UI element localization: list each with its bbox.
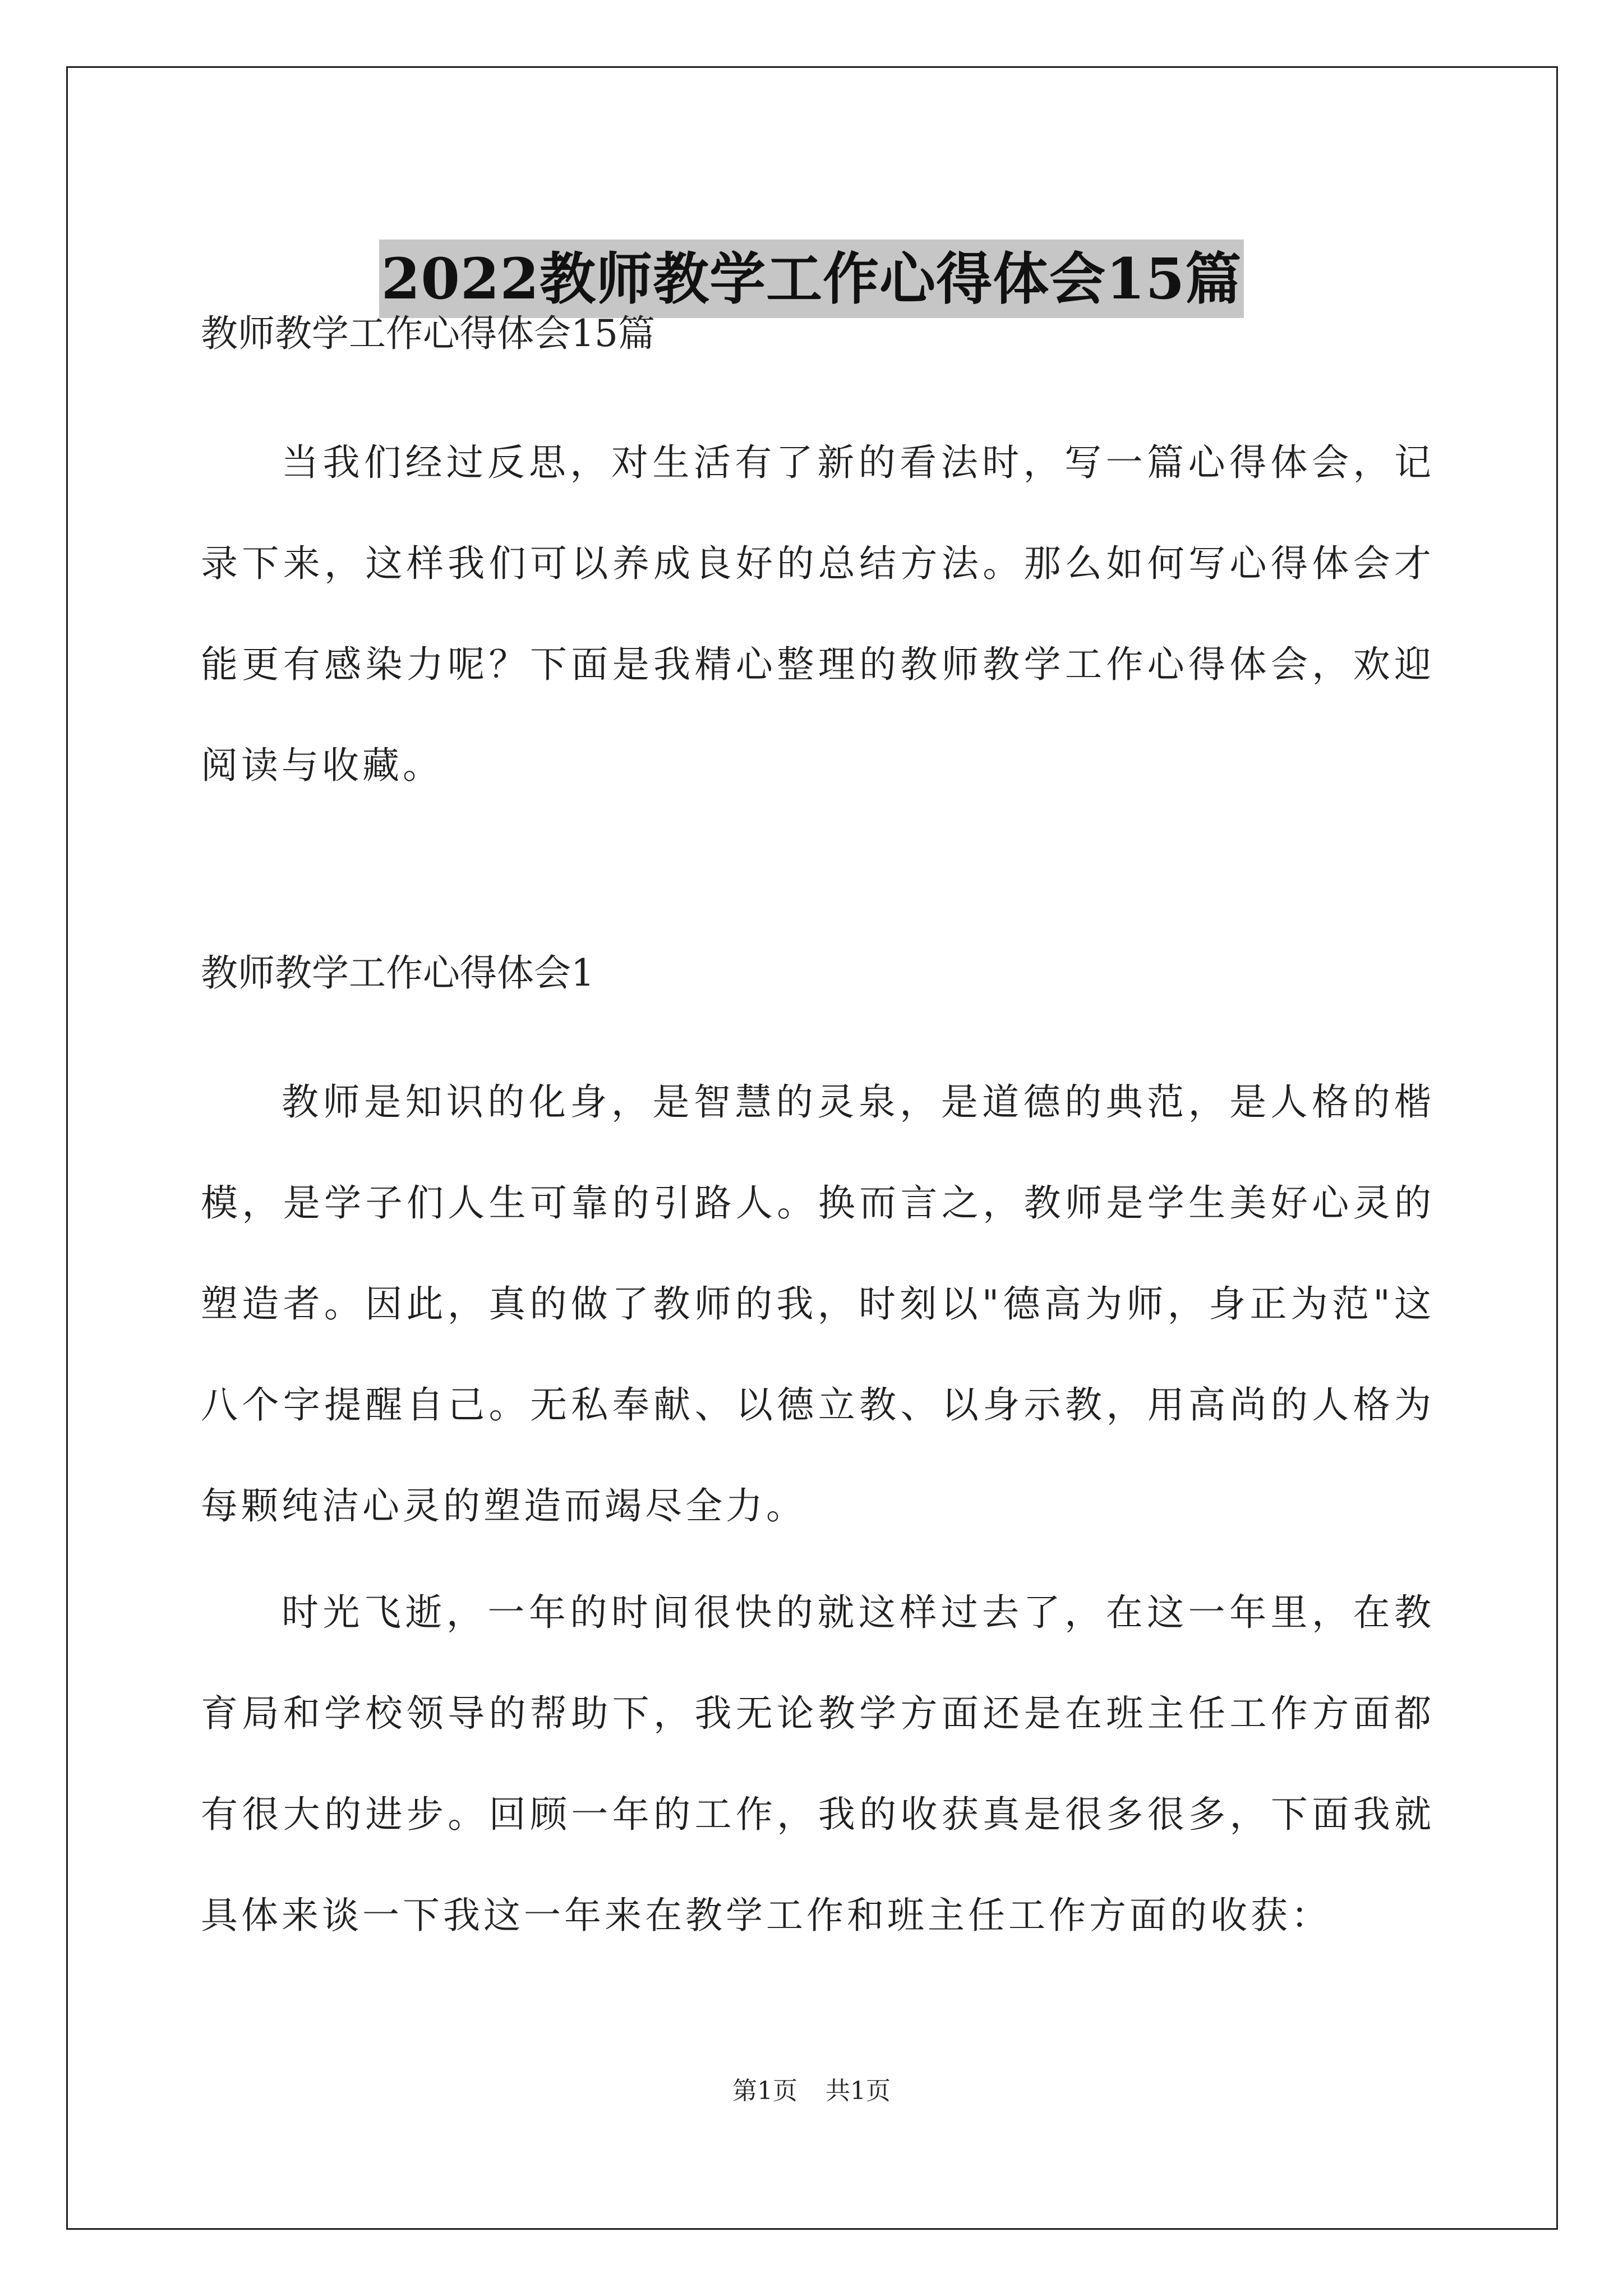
document-body xyxy=(201,306,1435,1966)
page-number-total: 共1页 xyxy=(826,2077,891,2105)
document-subtitle: 教师教学工作心得体会15篇 xyxy=(201,312,655,355)
spacer xyxy=(201,1001,1435,1052)
section-1-paragraph-1: 教师是知识的化身，是智慧的灵泉，是道德的典范，是人格的楷模，是学子们人生可靠的引路人。换而言之，教师是学生美好心灵的塑造者。因此，真的做了教师的我，时刻以"德高为师，身正为范"这八个字提醒自己。无私奉献、以德立教、以身示教，用高尚的人格为每颗纯洁心灵的塑造而竭尽全力。 xyxy=(201,1080,1435,1527)
section-heading-1: 教师教学工作心得体会1 xyxy=(201,951,594,995)
page-number-current: 第1页 xyxy=(732,2077,797,2105)
spacer xyxy=(201,816,1435,945)
section-1-paragraph-2: 时光飞逝，一年的时间很快的就这样过去了，在这一年里，在教育局和学校领导的帮助下，我无论教学方面还是在班主任工作方面都有很大的进步。回顾一年的工作，我的收获真是很多很多，下面我就具体来谈一下我这一年来在教学工作和班主任工作方面的收获： xyxy=(201,1591,1435,1937)
page-footer xyxy=(0,2074,1623,2108)
spacer xyxy=(201,1557,1435,1562)
document-title: 2022教师教学工作心得体会15篇 xyxy=(379,240,1244,318)
spacer xyxy=(201,362,1435,412)
intro-paragraph: 当我们经过反思，对生活有了新的看法时，写一篇心得体会，记录下来，这样我们可以养成良好的总结方法。那么如何写心得体会才能更有感染力呢？下面是我精心整理的教师教学工作心得体会，欢迎阅读与收藏。 xyxy=(201,441,1435,787)
